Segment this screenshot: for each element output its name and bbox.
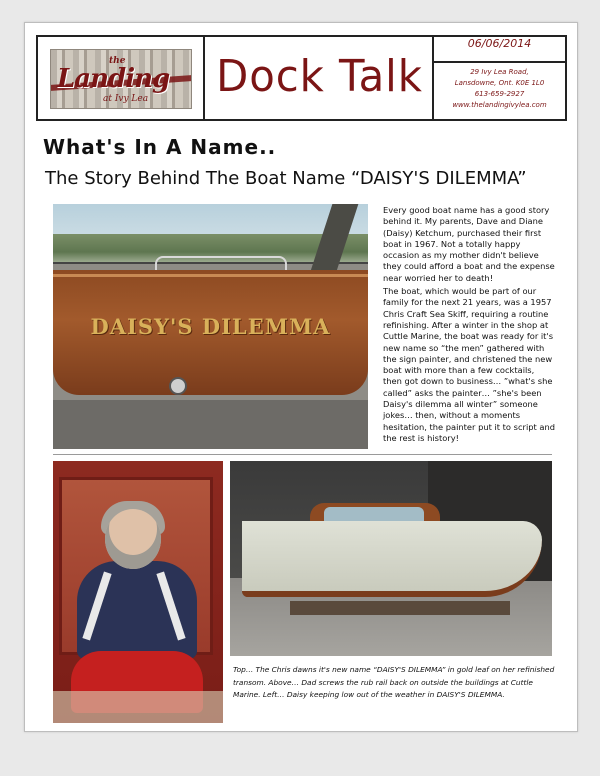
- issue-date: 06/06/2014: [434, 37, 565, 63]
- logo-cell: [38, 37, 205, 119]
- newsletter-page: [24, 22, 578, 732]
- newsletter-title: Dock Talk: [216, 51, 423, 102]
- article-paragraph: Every good boat name has a good story behind it. My parents, Dave and Diane (Daisy) Ketchum, purchased their first boat in 1967. Not a totally happy occasion as my mother didn't believe they could afford a boat and the expense near worried her to death!: [383, 205, 555, 283]
- phone-number: 613-659-2927: [474, 90, 525, 98]
- photo-post: [310, 204, 359, 274]
- boat-yard-photo: [230, 461, 552, 656]
- photo-hull: [242, 521, 542, 597]
- daisy-photo: [53, 461, 223, 723]
- photo-caption: Top… The Chris dawns it's new name “DAISY'S DILEMMA” in gold leaf on her refinished transom. Above… Dad screws the rub rail back on outside the buildings at Cuttle Marine. Left… Daisy keeping low out of the weather in DAISY'S DILEMMA.: [233, 665, 555, 700]
- masthead: [36, 35, 567, 121]
- photo-windshield: [324, 507, 424, 521]
- title-cell: [205, 37, 434, 119]
- transom-name-lettering: DAISY'S DILEMMA: [90, 314, 331, 339]
- photo-rub-rail: [53, 274, 368, 277]
- article-body: [383, 205, 555, 446]
- section-divider: [53, 454, 552, 455]
- website-url: www.thelandingivylea.com: [452, 101, 547, 109]
- article-headline: The Story Behind The Boat Name “DAISY'S DILEMMA”: [45, 168, 527, 189]
- article-paragraph: The boat, which would be part of our family for the next 21 years, was a 1957 Chris Craft Sea Skiff, requiring a routine refinishing. After a winter in the shop at Cuttle Marine, the boat was ready for it's new name so “the men” gathered with the sign painter, and christened the new boat with more than a few cocktails, then got down to business… ”what's she called” asks the painter… ”she's been Daisy's dilemma all winter” someone jokes… then, without a moments hesitation, the painter put it to script and the rest is history!: [383, 286, 556, 443]
- info-cell: [434, 37, 565, 119]
- the-landing-logo: [50, 49, 192, 109]
- contact-address: [434, 67, 565, 111]
- photo-ground: [53, 400, 368, 449]
- transom-photo: [53, 204, 368, 449]
- address-line: Lansdowne, Ont. K0E 1L0: [454, 79, 545, 87]
- photo-face: [105, 509, 161, 569]
- section-kicker: What's In A Name..: [43, 135, 277, 159]
- photo-cradle: [290, 601, 510, 615]
- address-line: 29 Ivy Lea Road,: [470, 68, 529, 76]
- photo-seat: [53, 691, 223, 723]
- logo-sub: at Ivy Lea: [103, 94, 149, 104]
- logo-the: the: [109, 56, 126, 66]
- logo-main: Landing: [57, 64, 170, 94]
- photo-drain-plug: [169, 377, 187, 395]
